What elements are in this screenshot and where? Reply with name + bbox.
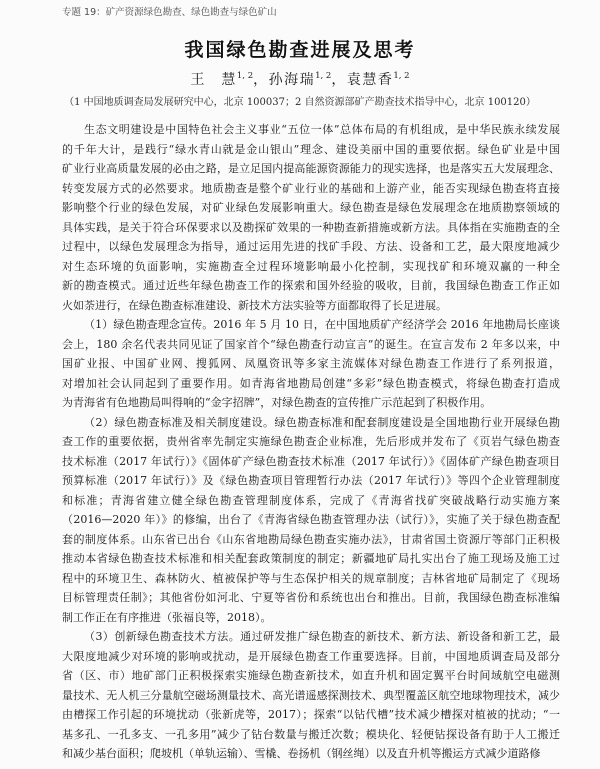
text-line: 对生态环境的负面影响，实施勘查全过程环境影响最小化控制，实现找矿和环境双赢的一种全: [62, 259, 560, 273]
text-line: 程中的环境卫生、森林防火、植被保护等与生态保护相关的规章制度；吉林省地矿局制定了《现场: [62, 571, 560, 585]
author: [190, 72, 268, 88]
author-separator: ，: [253, 72, 269, 88]
text-line: （3）创新绿色勘查技术方法。通过研发推广绿色勘查的新技术、新方法、新设备和新工艺，最: [84, 630, 560, 643]
text-line: （1）绿色勘查理念宣传。2016 年 5 月 10 日，在中国地质矿产经济学会 2016 年地勘局长座谈: [84, 318, 560, 331]
paragraph: [62, 413, 560, 628]
text-line: 具体实践，是关于符合环保要求以及勘探矿效果的一种勘查新措施或新方法。具体指在实施勘查的全: [62, 220, 560, 234]
text-line: 制工作正在有序推进（张福良等，2018）。: [62, 610, 272, 624]
text-line: 矿业行业高质量发展的必由之路，是立足国内提高能源资源能力的现实选择，也是落实五大发展理念、: [62, 162, 560, 175]
affiliation: （1 中国地质调查局发展研究中心，北京 100037；2 自然资源部矿产勘查技术指导中心，北京 100120）: [64, 97, 536, 108]
text-line: 由槽探工作引起的环境扰动（张新虎等，2017）；探索“以钻代槽”技术减少槽探对植被的扰动；“一: [62, 708, 560, 721]
text-line: 查工作的重要依据，贵州省率先制定实施绿色勘查企业标准，先后形成并发布了《页岩气绿色勘查: [62, 435, 560, 448]
author: [269, 72, 347, 88]
author-separator: ，: [331, 72, 347, 88]
text-line: 目标管理责任制》；其他省份如河北、宁夏等省份和系统也出台和推出。目前，我国绿色勘查标准编: [62, 591, 560, 604]
author-name: 王 慧: [190, 72, 237, 88]
author-list: [0, 70, 600, 90]
text-line: 为青海省有色地勘局叫得响的“金字招牌”，对绿色勘查的宣传推广示范起到了积极作用。: [62, 396, 492, 409]
text-line: （2016—2020 年）》的修编，出台了《青海省绿色勘查管理办法（试行）》，实施了关于绿色勘查配: [62, 513, 560, 526]
text-line: 基多孔、一孔多支、一孔多用”减少了钻台数量与搬迁次数；模块化、轻便钻探设备有助于人工搬迁: [62, 727, 560, 741]
text-line: 和减少基台面积；爬坡机（单轨运输）、雪橇、卷扬机（钢丝绳）以及直升机等搬运方式减少道路修: [62, 747, 541, 760]
author: [347, 72, 410, 88]
author-affiliation-mark: 1, 2: [393, 71, 410, 81]
text-line: 转变发展方式的必然要求。地质勘查是整个矿业行业的基础和上游产业，能否实现绿色勘查将直接: [62, 181, 560, 195]
page-title: 我国绿色勘查进展及思考: [184, 39, 416, 61]
text-line: 技术标准（2017 年试行）》《固体矿产绿色勘查技术标准（2017 年试行）》《固体矿产绿色勘查项目: [62, 454, 560, 468]
text-line: 套的制度体系。山东省已出台《山东省地勘局绿色勘查实施办法》，甘肃省国土资源厅等部门正积极: [62, 532, 560, 546]
text-line: 推动本省绿色勘查技术标准和相关配套政策制度的制定；新疆地矿局扎实出台了施工现场及施工过: [62, 552, 560, 565]
text-line: （2）绿色勘查标准及相关制度建设。绿色勘查标准和配套制度建设是全国地勘行业开展绿色勘: [84, 415, 560, 429]
text-line: 对增加社会认同起到了重要作用。如青海省地勘局创建“多彩”绿色勘查模式，将绿色勘查打造成: [62, 376, 560, 390]
text-line: 预算标准（2017 年试行）》及《绿色勘查项目管理暂行办法（2017 年试行）》等四个企业管理制度: [62, 474, 560, 487]
paragraph: [62, 120, 560, 315]
text-line: 影响整个行业的绿色发展，对矿业绿色发展影响重大。绿色勘查是绿色发展理念在地质勘察领域的: [62, 201, 560, 214]
author-affiliation-mark: 1, 2: [236, 71, 254, 81]
body-text: [62, 120, 560, 764]
text-line: 量技术、无人机三分量航空磁场测量技术、高光谱遥感探测技术、典型覆盖区航空地球物理技术，减少: [62, 688, 560, 702]
text-line: 过程中，以绿色发展理念为指导，通过运用先进的找矿手段、方法、设备和工艺，最大限度地减少: [62, 240, 560, 253]
author-name: 孙海瑞: [268, 72, 316, 88]
text-line: 的千年大计，是践行“绿水青山就是金山银山”理念、建设美丽中国的重要依据。绿色矿业是中国: [62, 142, 560, 156]
text-line: 新的勘查模式。通过近些年绿色勘查工作的探索和国外经验的吸收，目前，我国绿色勘查工作正如: [62, 279, 560, 292]
paragraph: [62, 315, 560, 413]
text-line: 大限度地减少对环境的影响或扰动，是开展绿色勘查工作重要选择。目前，中国地质调查局及部分: [62, 649, 560, 663]
text-line: 省（区、市）地矿部门正积极探索实施绿色勘查新技术，如直升机和固定翼平台时间域航空电磁测: [62, 669, 560, 682]
running-header: 专题 19：矿产资源绿色勘查、绿色勘查与绿色矿山: [62, 7, 277, 18]
text-line: 会上，180 余名代表共同见证了国家首个“绿色勘查行动宣言”的诞生。在宣言发布 2 年多以来，中: [62, 337, 560, 351]
text-line: 国矿业报、中国矿业网、搜狐网、凤凰资讯等多家主流媒体对绿色勘查工作进行了系列报道，: [62, 357, 560, 370]
author-name: 袁慧香: [346, 72, 394, 88]
text-line: 火如荼进行，在绿色勘查标准建设、新技术方法实验等方面都取得了长足进展。: [62, 298, 447, 312]
paragraph: [62, 627, 560, 764]
author-affiliation-mark: 1, 2: [315, 71, 332, 81]
text-line: 和标准；青海省建立健全绿色勘查管理制度体系，完成了《青海省找矿突破战略行动实施方案: [62, 493, 560, 507]
text-line: 生态文明建设是中国特色社会主义事业“五位一体”总体布局的有机组成，是中华民族永续发展: [84, 123, 560, 136]
